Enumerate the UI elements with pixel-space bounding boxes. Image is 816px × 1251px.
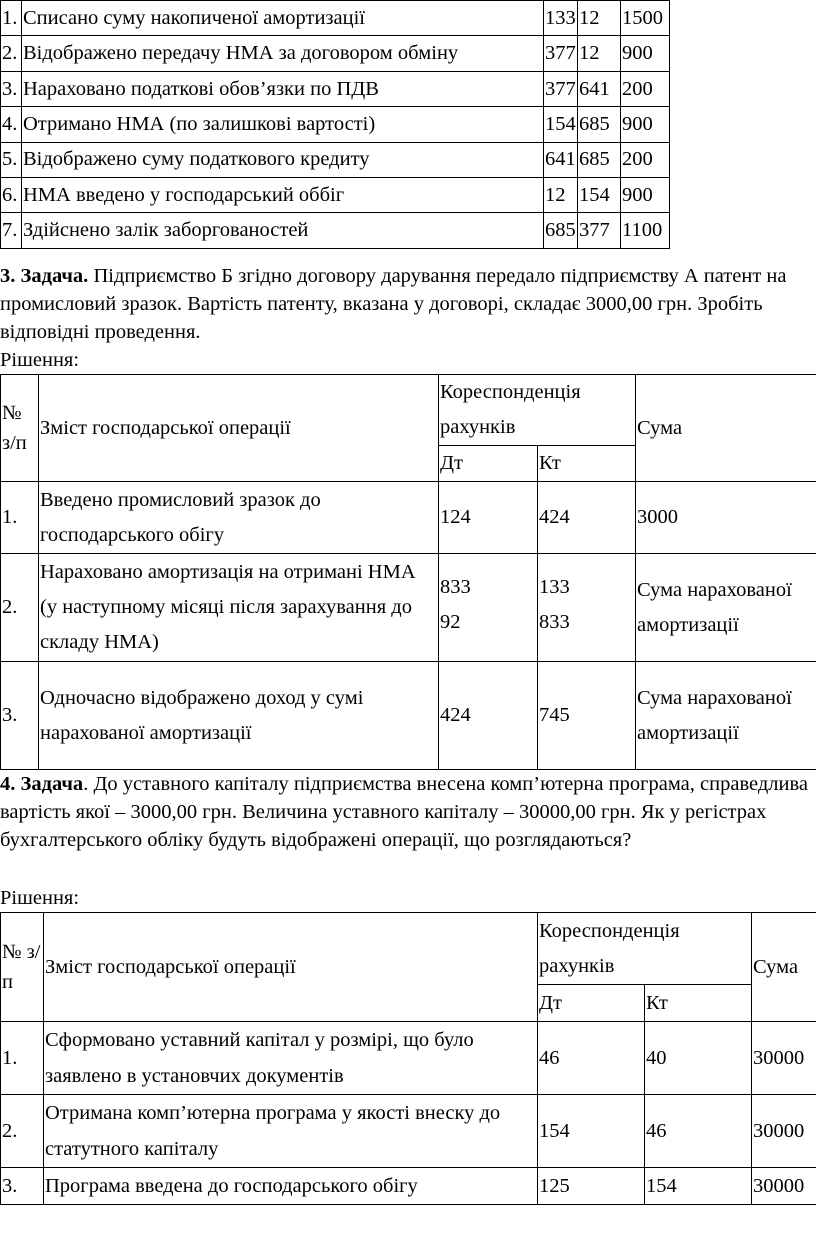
credit-account: 745	[538, 662, 636, 770]
credit-account: 133	[539, 576, 570, 598]
amount: 30000	[752, 1168, 816, 1205]
table-header-row	[1, 375, 816, 446]
row-number: 2.	[1, 1095, 44, 1168]
row-number: 7.	[1, 213, 22, 248]
amount: 3000	[636, 482, 816, 554]
operation-text: Отримано НМА (по залишкові вартості)	[22, 107, 544, 142]
debit-account: 133	[544, 1, 578, 36]
header-number: № з/п	[1, 375, 39, 482]
operation-text: Здійснено залік заборгованостей	[22, 213, 544, 248]
credit-account: 40	[645, 1022, 752, 1095]
amount: Сума нарахованої амортизації	[636, 662, 816, 770]
debit-account: 125	[538, 1168, 645, 1205]
credit-account: 12	[578, 1, 621, 36]
credit-account: 46	[645, 1095, 752, 1168]
table-row	[1, 1022, 816, 1095]
debit-account: 377	[544, 71, 578, 106]
operation-text: Списано суму накопиченої амортизації	[22, 1, 544, 36]
credit-account: 424	[538, 482, 636, 554]
entries-table-2	[0, 374, 816, 770]
debit-accounts	[439, 554, 538, 662]
table-row	[1, 177, 670, 212]
operation-text: Відображено суму податкового кредиту	[22, 142, 544, 177]
credit-account: 685	[578, 142, 621, 177]
debit-account: 124	[439, 482, 538, 554]
header-correspondence: Кореспонденція рахунків	[439, 375, 636, 446]
row-number: 3.	[1, 1168, 44, 1205]
row-number: 4.	[1, 107, 22, 142]
row-number: 6.	[1, 177, 22, 212]
table-row	[1, 213, 670, 248]
task-3-body: Підприємство Б згідно договору дарування передало підприємству А патент на промисловий зразок. Вартість патенту, вказана у договорі, складає 3000,00 грн. Зробіть відповідні проведення.	[0, 265, 787, 343]
amount: 30000	[752, 1095, 816, 1168]
row-number: 3.	[1, 662, 39, 770]
credit-account: 154	[578, 177, 621, 212]
credit-account: 12	[578, 36, 621, 71]
task-3-solution-label: Рішення:	[0, 349, 80, 371]
operation-text: Нараховано амортизація на отримані НМА (у наступному місяці після зарахування до складу НМА)	[39, 554, 439, 662]
table-row	[1, 36, 670, 71]
entries-table-3	[0, 912, 816, 1205]
table-header-row	[1, 913, 816, 985]
debit-account: 154	[544, 107, 578, 142]
table-row	[1, 1, 670, 36]
header-content: Зміст господарської операції	[39, 375, 439, 482]
credit-account: 377	[578, 213, 621, 248]
debit-account: 833	[440, 576, 471, 598]
credit-accounts	[538, 554, 636, 662]
task-3-statement	[0, 262, 816, 346]
task-4-body: . До уставного капіталу підприємства внесена комп’ютерна програма, справедлива вартість якої – 3000,00 грн. Величина уставного капіталу – 30000,00 грн. Як у регістрах бухгалтерського обліку будуть відображені операції, що розглядаються?	[0, 773, 808, 851]
header-sum: Сума	[752, 913, 816, 1022]
header-credit: Кт	[645, 985, 752, 1022]
header-correspondence: Кореспонденція рахунків	[538, 913, 752, 985]
task-3-heading: 3. Задача.	[0, 265, 89, 287]
credit-account: 154	[645, 1168, 752, 1205]
debit-account: 424	[439, 662, 538, 770]
credit-account: 685	[578, 107, 621, 142]
task-4-solution-label: Рішення:	[0, 887, 80, 909]
row-number: 2.	[1, 554, 39, 662]
amount: 1500	[621, 1, 670, 36]
header-sum: Сума	[636, 375, 816, 482]
operation-text: Одночасно відображено доход у сумі нарахованої амортизації	[39, 662, 439, 770]
row-number: 3.	[1, 71, 22, 106]
debit-account: 641	[544, 142, 578, 177]
debit-account: 377	[544, 36, 578, 71]
task-4-statement	[0, 770, 816, 854]
entries-table-1	[0, 0, 670, 249]
row-number: 1.	[1, 482, 39, 554]
operation-text: НМА введено у господарський оббіг	[22, 177, 544, 212]
table-row	[1, 662, 816, 770]
debit-account: 92	[440, 611, 461, 633]
row-number: 2.	[1, 36, 22, 71]
table-row	[1, 554, 816, 662]
table-row	[1, 142, 670, 177]
operation-text: Отримана комп’ютерна програма у якості внеску до статутного капіталу	[44, 1095, 538, 1168]
amount: 30000	[752, 1022, 816, 1095]
table-row	[1, 107, 670, 142]
header-debit: Дт	[538, 985, 645, 1022]
amount: 1100	[621, 213, 670, 248]
task-4-heading: 4. Задача	[0, 773, 84, 795]
table-row	[1, 482, 816, 554]
debit-account: 12	[544, 177, 578, 212]
row-number: 5.	[1, 142, 22, 177]
table-row	[1, 71, 670, 106]
amount: 900	[621, 107, 670, 142]
debit-account: 46	[538, 1022, 645, 1095]
operation-text: Відображено передачу НМА за договором обміну	[22, 36, 544, 71]
amount: 900	[621, 36, 670, 71]
amount: Сума нарахованої амортизації	[636, 554, 816, 662]
header-debit: Дт	[439, 446, 538, 482]
header-credit: Кт	[538, 446, 636, 482]
amount: 900	[621, 177, 670, 212]
credit-account: 833	[539, 611, 570, 633]
credit-account: 641	[578, 71, 621, 106]
operation-text: Сформовано уставний капітал у розмірі, що було заявлено в установчих документів	[44, 1022, 538, 1095]
operation-text: Введено промисловий зразок до господарського обігу	[39, 482, 439, 554]
row-number: 1.	[1, 1022, 44, 1095]
table-row	[1, 1168, 816, 1205]
amount: 200	[621, 142, 670, 177]
debit-account: 685	[544, 213, 578, 248]
table-row	[1, 1095, 816, 1168]
debit-account: 154	[538, 1095, 645, 1168]
amount: 200	[621, 71, 670, 106]
header-content: Зміст господарської операції	[44, 913, 538, 1022]
header-number: № з/п	[1, 913, 44, 1022]
row-number: 1.	[1, 1, 22, 36]
operation-text: Нараховано податкові обов’язки по ПДВ	[22, 71, 544, 106]
operation-text: Програма введена до господарського обігу	[44, 1168, 538, 1205]
